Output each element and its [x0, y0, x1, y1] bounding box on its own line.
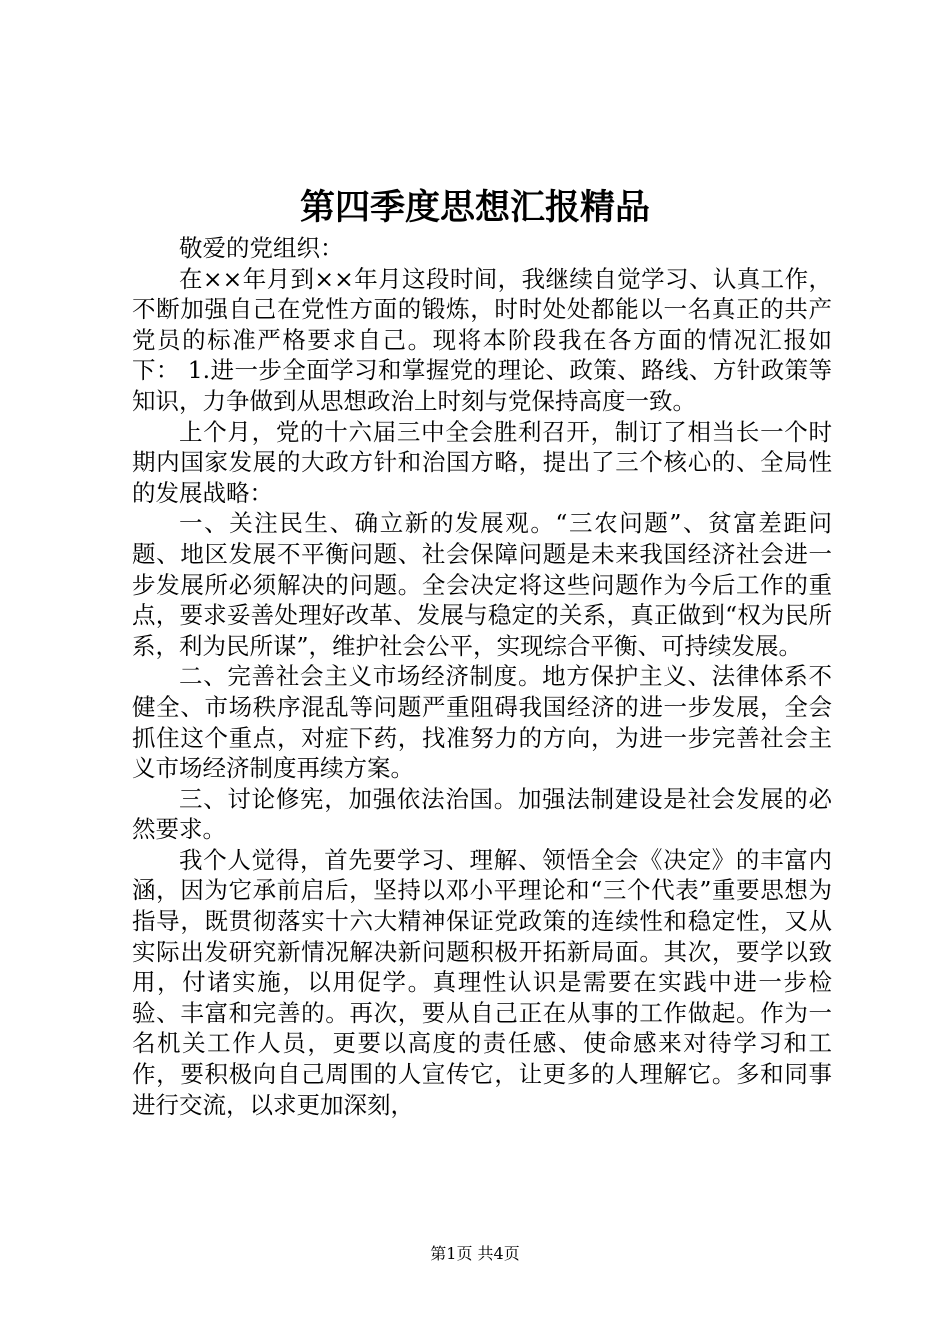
paragraph-3: 一、关注民生、确立新的发展观。“三农问题”、贫富差距问题、地区发展不平衡问题、社会保障问题是未来我国经济社会进一步发展所必须解决的问题。全会决定将这些问题作为今后工作的重点，要求妥善处理好改革、发展与稳定的关系，真正做到“权为民所系，利为民所谋”，维护社会公平，实现综合平衡、可持续发展。 [132, 509, 832, 660]
paragraph-6: 我个人觉得，首先要学习、理解、领悟全会《决定》的丰富内涵，因为它承前启后，坚持以邓小平理论和“三个代表”重要思想为指导，既贯彻落实十六大精神保证党政策的连续性和稳定性，又从实际出发研究新情况解决新问题积极开拓新局面。其次，要学以致用，付诸实施，以用促学。真理性认识是需要在实践中进一步检验、丰富和完善的。再次，要从自己正在从事的工作做起。作为一名机关工作人员，更要以高度的责任感、使命感来对待学习和工作，要积极向自己周围的人宣传它，让更多的人理解它。多和同事进行交流，以求更加深刻， [132, 845, 832, 1119]
paragraph-2: 上个月，党的十六届三中全会胜利召开，制订了相当长一个时期内国家发展的大政方针和治国方略，提出了三个核心的、全局性的发展战略： [132, 417, 832, 507]
paragraph-5: 三、讨论修宪，加强依法治国。加强法制建设是社会发展的必然要求。 [132, 784, 832, 844]
document-body [132, 233, 832, 1120]
salutation: 敬爱的党组织： [179, 234, 344, 262]
page-title: 第四季度思想汇报精品 [299, 187, 650, 228]
page-footer: 第1页 共4页 [430, 1244, 520, 1263]
paragraph-1: 在××年月到××年月这段时间，我继续自觉学习、认真工作，不断加强自己在党性方面的锻炼，时时处处都能以一名真正的共产党员的标准严格要求自己。现将本阶段我在各方面的情况汇报如下： 1.进一步全面学习和掌握党的理论、政策、路线、方针政策等知识，力争做到从思想政治上时刻与党保持高度一致。 [132, 264, 832, 415]
paragraph-4: 二、完善社会主义市场经济制度。地方保护主义、法律体系不健全、市场秩序混乱等问题严重阻碍我国经济的进一步发展，全会抓住这个重点，对症下药，找准努力的方向，为进一步完善社会主义市场经济制度再续方案。 [132, 662, 832, 783]
